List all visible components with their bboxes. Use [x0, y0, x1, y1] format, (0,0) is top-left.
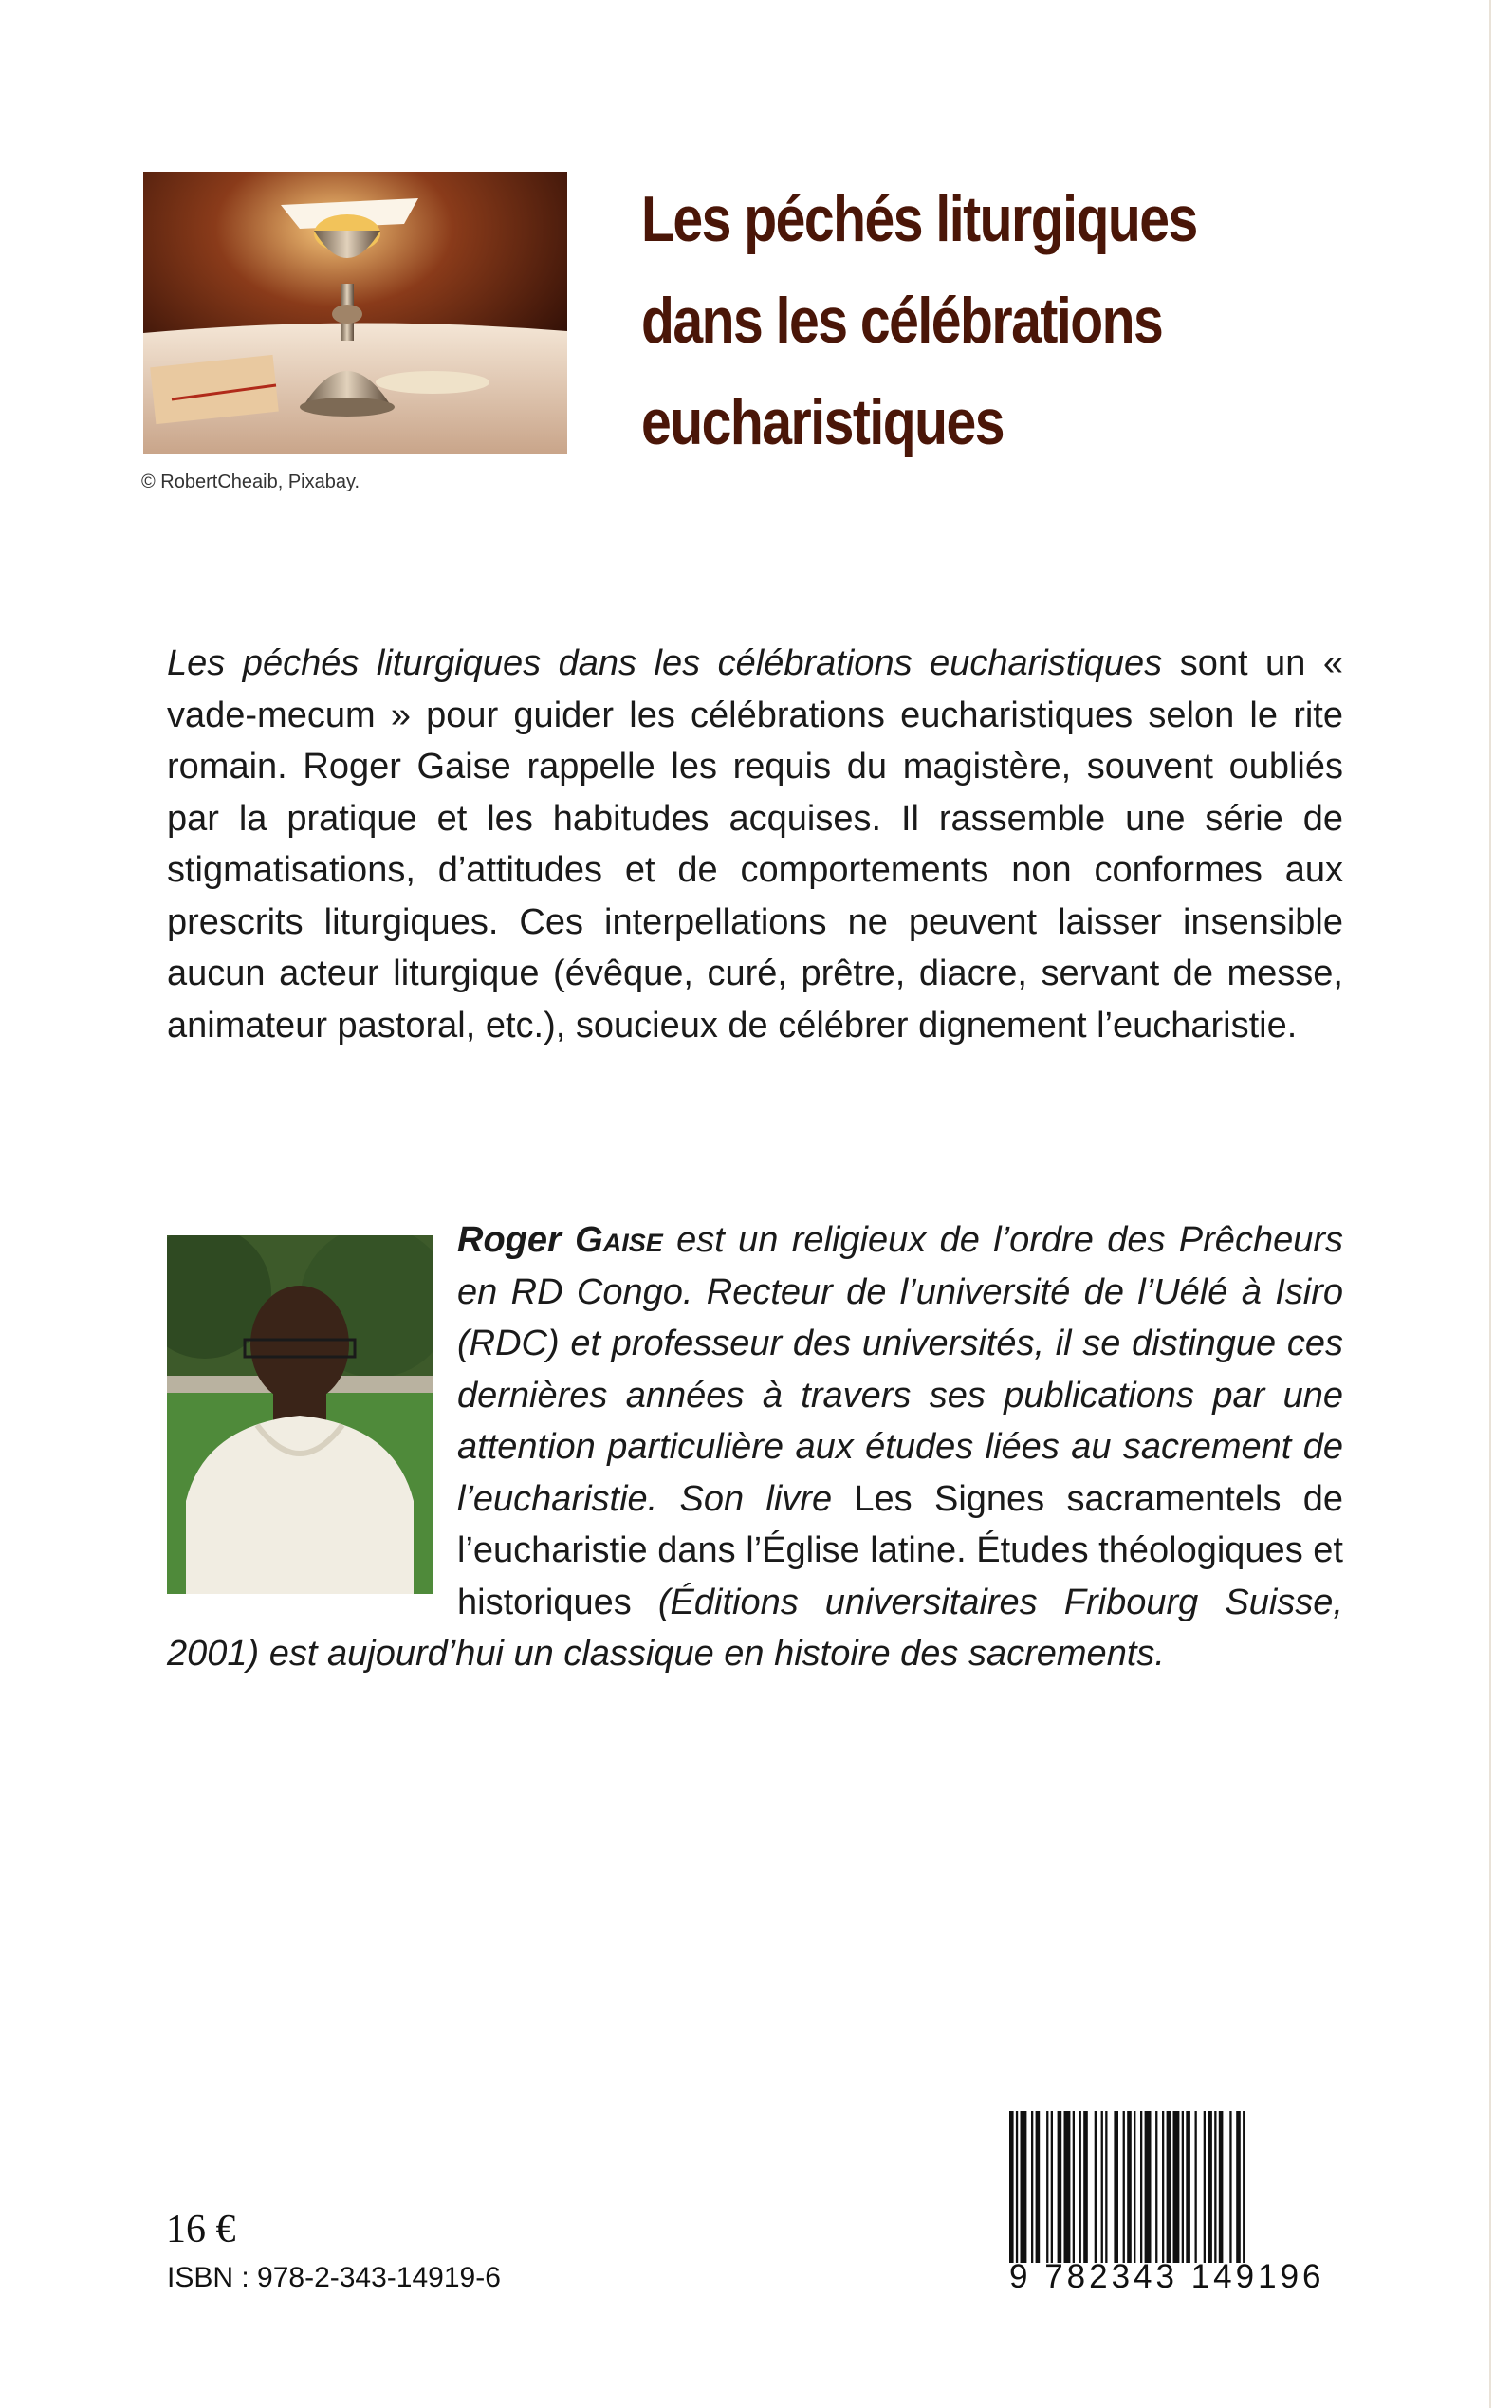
bio-text-part2: (Éditions universitaires Fribourg Suisse, 2001) est aujourd’hui un classique en histoire des sacrements.	[167, 1582, 1343, 1674]
blurb-italic-title: Les péchés liturgiques dans les célébrations eucharistiques	[167, 643, 1163, 683]
barcode-bar	[1162, 2111, 1164, 2263]
spine-edge-line	[1489, 0, 1491, 2408]
barcode-bar	[1114, 2111, 1118, 2263]
barcode-bar	[1009, 2111, 1014, 2263]
barcode-bar	[1105, 2111, 1107, 2263]
barcode-bar	[1173, 2111, 1180, 2263]
author-first-name: Roger	[457, 1220, 562, 1260]
portrait-spacer	[167, 1214, 457, 1622]
barcode-bar	[1079, 2111, 1081, 2263]
barcode-bar	[1204, 2111, 1206, 2263]
barcode-bar	[1182, 2111, 1184, 2263]
title-line-1: Les péchés liturgiques	[641, 183, 1197, 255]
barcode-bar	[1031, 2111, 1033, 2263]
barcode-bar	[1219, 2111, 1224, 2263]
barcode-bar	[1036, 2111, 1041, 2263]
barcode-bar	[1127, 2111, 1132, 2263]
author-bio	[167, 1214, 1343, 1680]
barcode-bar	[1095, 2111, 1097, 2263]
price: 16 €	[166, 2208, 236, 2251]
bio-book-title: Les Signes sacramentels de l’eucharistie dans l’Église latine. Études théologiques et historiques	[457, 1478, 1344, 1622]
barcode-bar	[1134, 2111, 1135, 2263]
barcode-bar	[1073, 2111, 1075, 2263]
barcode-bar	[1101, 2111, 1103, 2263]
chalice-photo	[143, 172, 567, 454]
barcode-bar	[1214, 2111, 1216, 2263]
barcode-bar	[1083, 2111, 1088, 2263]
barcode-bar	[1016, 2111, 1018, 2263]
barcode-bar	[1140, 2111, 1142, 2263]
barcode-digits: 9 782343 149196	[1009, 2258, 1325, 2295]
barcode-bar	[1167, 2111, 1171, 2263]
barcode-bar	[1186, 2111, 1190, 2263]
barcode-bar	[1051, 2111, 1053, 2263]
barcode-bar	[1208, 2111, 1212, 2263]
blurb-text: sont un « vade-mecum » pour guider les célébrations eucharistiques selon le rite romain. Roger Gaise rappelle les requis du magistère, souvent oubliés par la pratique et les habitudes acquises. Il rassemble une série de stigmatisations, d’attitudes et de comportements non conformes aux prescrits liturgiques. Ces interpellations ne peuvent laisser insensible aucun acteur liturgique (évêque, curé, prêtre, diacre, servant de messe, animateur pastoral, etc.), soucieux de célébrer dignement l’eucharistie.	[167, 643, 1343, 1046]
barcode-bar	[1064, 2111, 1071, 2263]
title-line-3: eucharistiques	[641, 386, 1005, 458]
barcode-bar	[1236, 2111, 1241, 2263]
author-last-name: Gaise	[575, 1220, 663, 1260]
title-line-2: dans les célébrations	[641, 285, 1163, 357]
photo-credit: © RobertCheaib, Pixabay.	[141, 472, 360, 492]
isbn: ISBN : 978-2-343-14919-6	[167, 2262, 501, 2293]
bio-text-part1: est un religieux de l’ordre des Prêcheurs en RD Congo. Recteur de l’université de l’Uélé à Isiro (RDC) et professeur des universités, il se distingue ces dernières années à travers ses publications par une attention particulière aux études liées au sacrement de l’eucharistie. Son livre	[457, 1220, 1343, 1519]
barcode-bar	[1058, 2111, 1062, 2263]
barcode-bar	[1155, 2111, 1157, 2263]
barcode-bar	[1046, 2111, 1048, 2263]
barcode-bar	[1145, 2111, 1152, 2263]
barcode-bar	[1195, 2111, 1197, 2263]
barcode-bar	[1021, 2111, 1027, 2263]
book-blurb	[167, 638, 1343, 1051]
barcode-bar	[1229, 2111, 1231, 2263]
barcode-bar	[1243, 2111, 1245, 2263]
barcode-bar	[1123, 2111, 1125, 2263]
book-title	[641, 169, 1199, 473]
